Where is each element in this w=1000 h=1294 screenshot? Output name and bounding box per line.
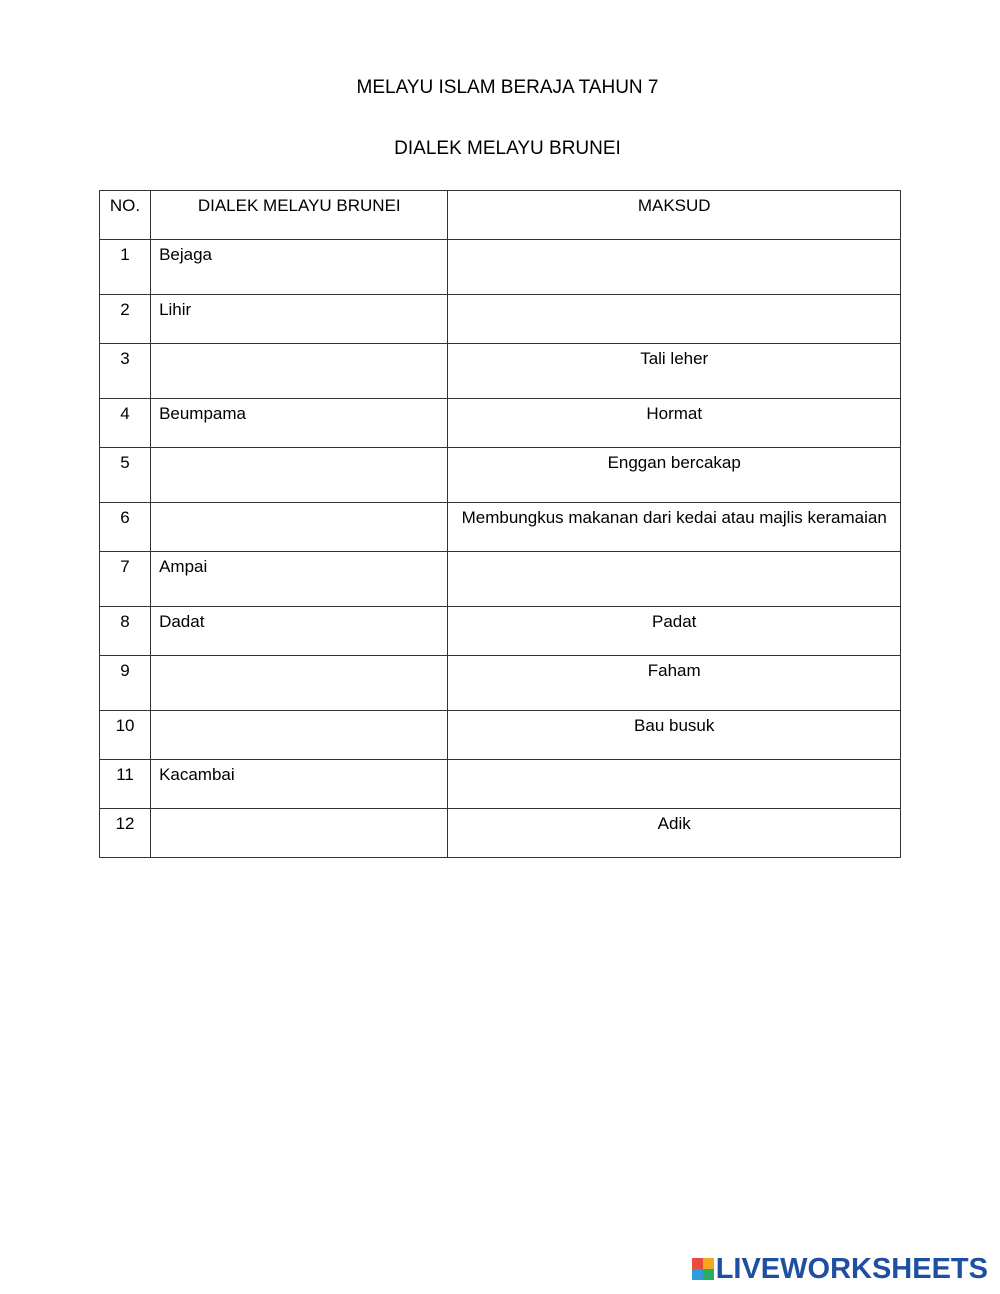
maksud-cell[interactable] (448, 760, 901, 809)
dialek-cell[interactable] (151, 711, 448, 760)
dialek-cell[interactable]: Kacambai (151, 760, 448, 809)
dialek-cell[interactable] (151, 503, 448, 552)
table-row (100, 240, 901, 295)
row-number: 7 (100, 552, 151, 607)
table-row (100, 656, 901, 711)
row-number: 12 (100, 809, 151, 858)
maksud-cell[interactable]: Enggan bercakap (448, 448, 901, 503)
row-number: 5 (100, 448, 151, 503)
dialek-cell[interactable]: Bejaga (151, 240, 448, 295)
logo-square-icon (692, 1258, 703, 1269)
dialek-cell[interactable] (151, 448, 448, 503)
maksud-cell[interactable] (448, 295, 901, 344)
table-row (100, 344, 901, 399)
table-row (100, 448, 901, 503)
table-row (100, 399, 901, 448)
row-number: 11 (100, 760, 151, 809)
header-dialek: DIALEK MELAYU BRUNEI (151, 191, 448, 240)
row-number: 9 (100, 656, 151, 711)
row-number: 3 (100, 344, 151, 399)
table-row (100, 295, 901, 344)
document-title: MELAYU ISLAM BERAJA TAHUN 7 (356, 77, 659, 98)
header-no: NO. (100, 191, 151, 240)
table-header-row (100, 191, 901, 240)
row-number: 8 (100, 607, 151, 656)
document-subtitle: DIALEK MELAYU BRUNEI (394, 138, 621, 159)
maksud-cell[interactable]: Faham (448, 656, 901, 711)
maksud-cell[interactable] (448, 552, 901, 607)
logo-square-icon (703, 1269, 714, 1280)
table-row (100, 711, 901, 760)
dialek-cell[interactable]: Dadat (151, 607, 448, 656)
liveworksheets-brand (692, 1254, 988, 1284)
liveworksheets-logo-icon (692, 1258, 714, 1280)
dialek-cell[interactable] (151, 809, 448, 858)
logo-square-icon (692, 1269, 703, 1280)
maksud-cell[interactable]: Tali leher (448, 344, 901, 399)
table-row (100, 607, 901, 656)
brand-text: LIVEWORKSHEETS (715, 1252, 988, 1285)
maksud-cell[interactable]: Hormat (448, 399, 901, 448)
dialek-cell[interactable] (151, 656, 448, 711)
table-row (100, 503, 901, 552)
row-number: 6 (100, 503, 151, 552)
table-row (100, 760, 901, 809)
maksud-cell[interactable]: Padat (448, 607, 901, 656)
dialek-table (99, 190, 901, 858)
maksud-cell[interactable] (448, 240, 901, 295)
row-number: 1 (100, 240, 151, 295)
table-row (100, 809, 901, 858)
dialek-cell[interactable]: Ampai (151, 552, 448, 607)
dialek-cell[interactable] (151, 344, 448, 399)
maksud-cell[interactable]: Adik (448, 809, 901, 858)
maksud-cell[interactable]: Bau busuk (448, 711, 901, 760)
row-number: 10 (100, 711, 151, 760)
dialek-cell[interactable]: Lihir (151, 295, 448, 344)
header-maksud: MAKSUD (448, 191, 901, 240)
logo-square-icon (703, 1258, 714, 1269)
table-row (100, 552, 901, 607)
row-number: 2 (100, 295, 151, 344)
row-number: 4 (100, 399, 151, 448)
dialek-cell[interactable]: Beumpama (151, 399, 448, 448)
maksud-cell[interactable]: Membungkus makanan dari kedai atau majlis keramaian (448, 503, 901, 552)
